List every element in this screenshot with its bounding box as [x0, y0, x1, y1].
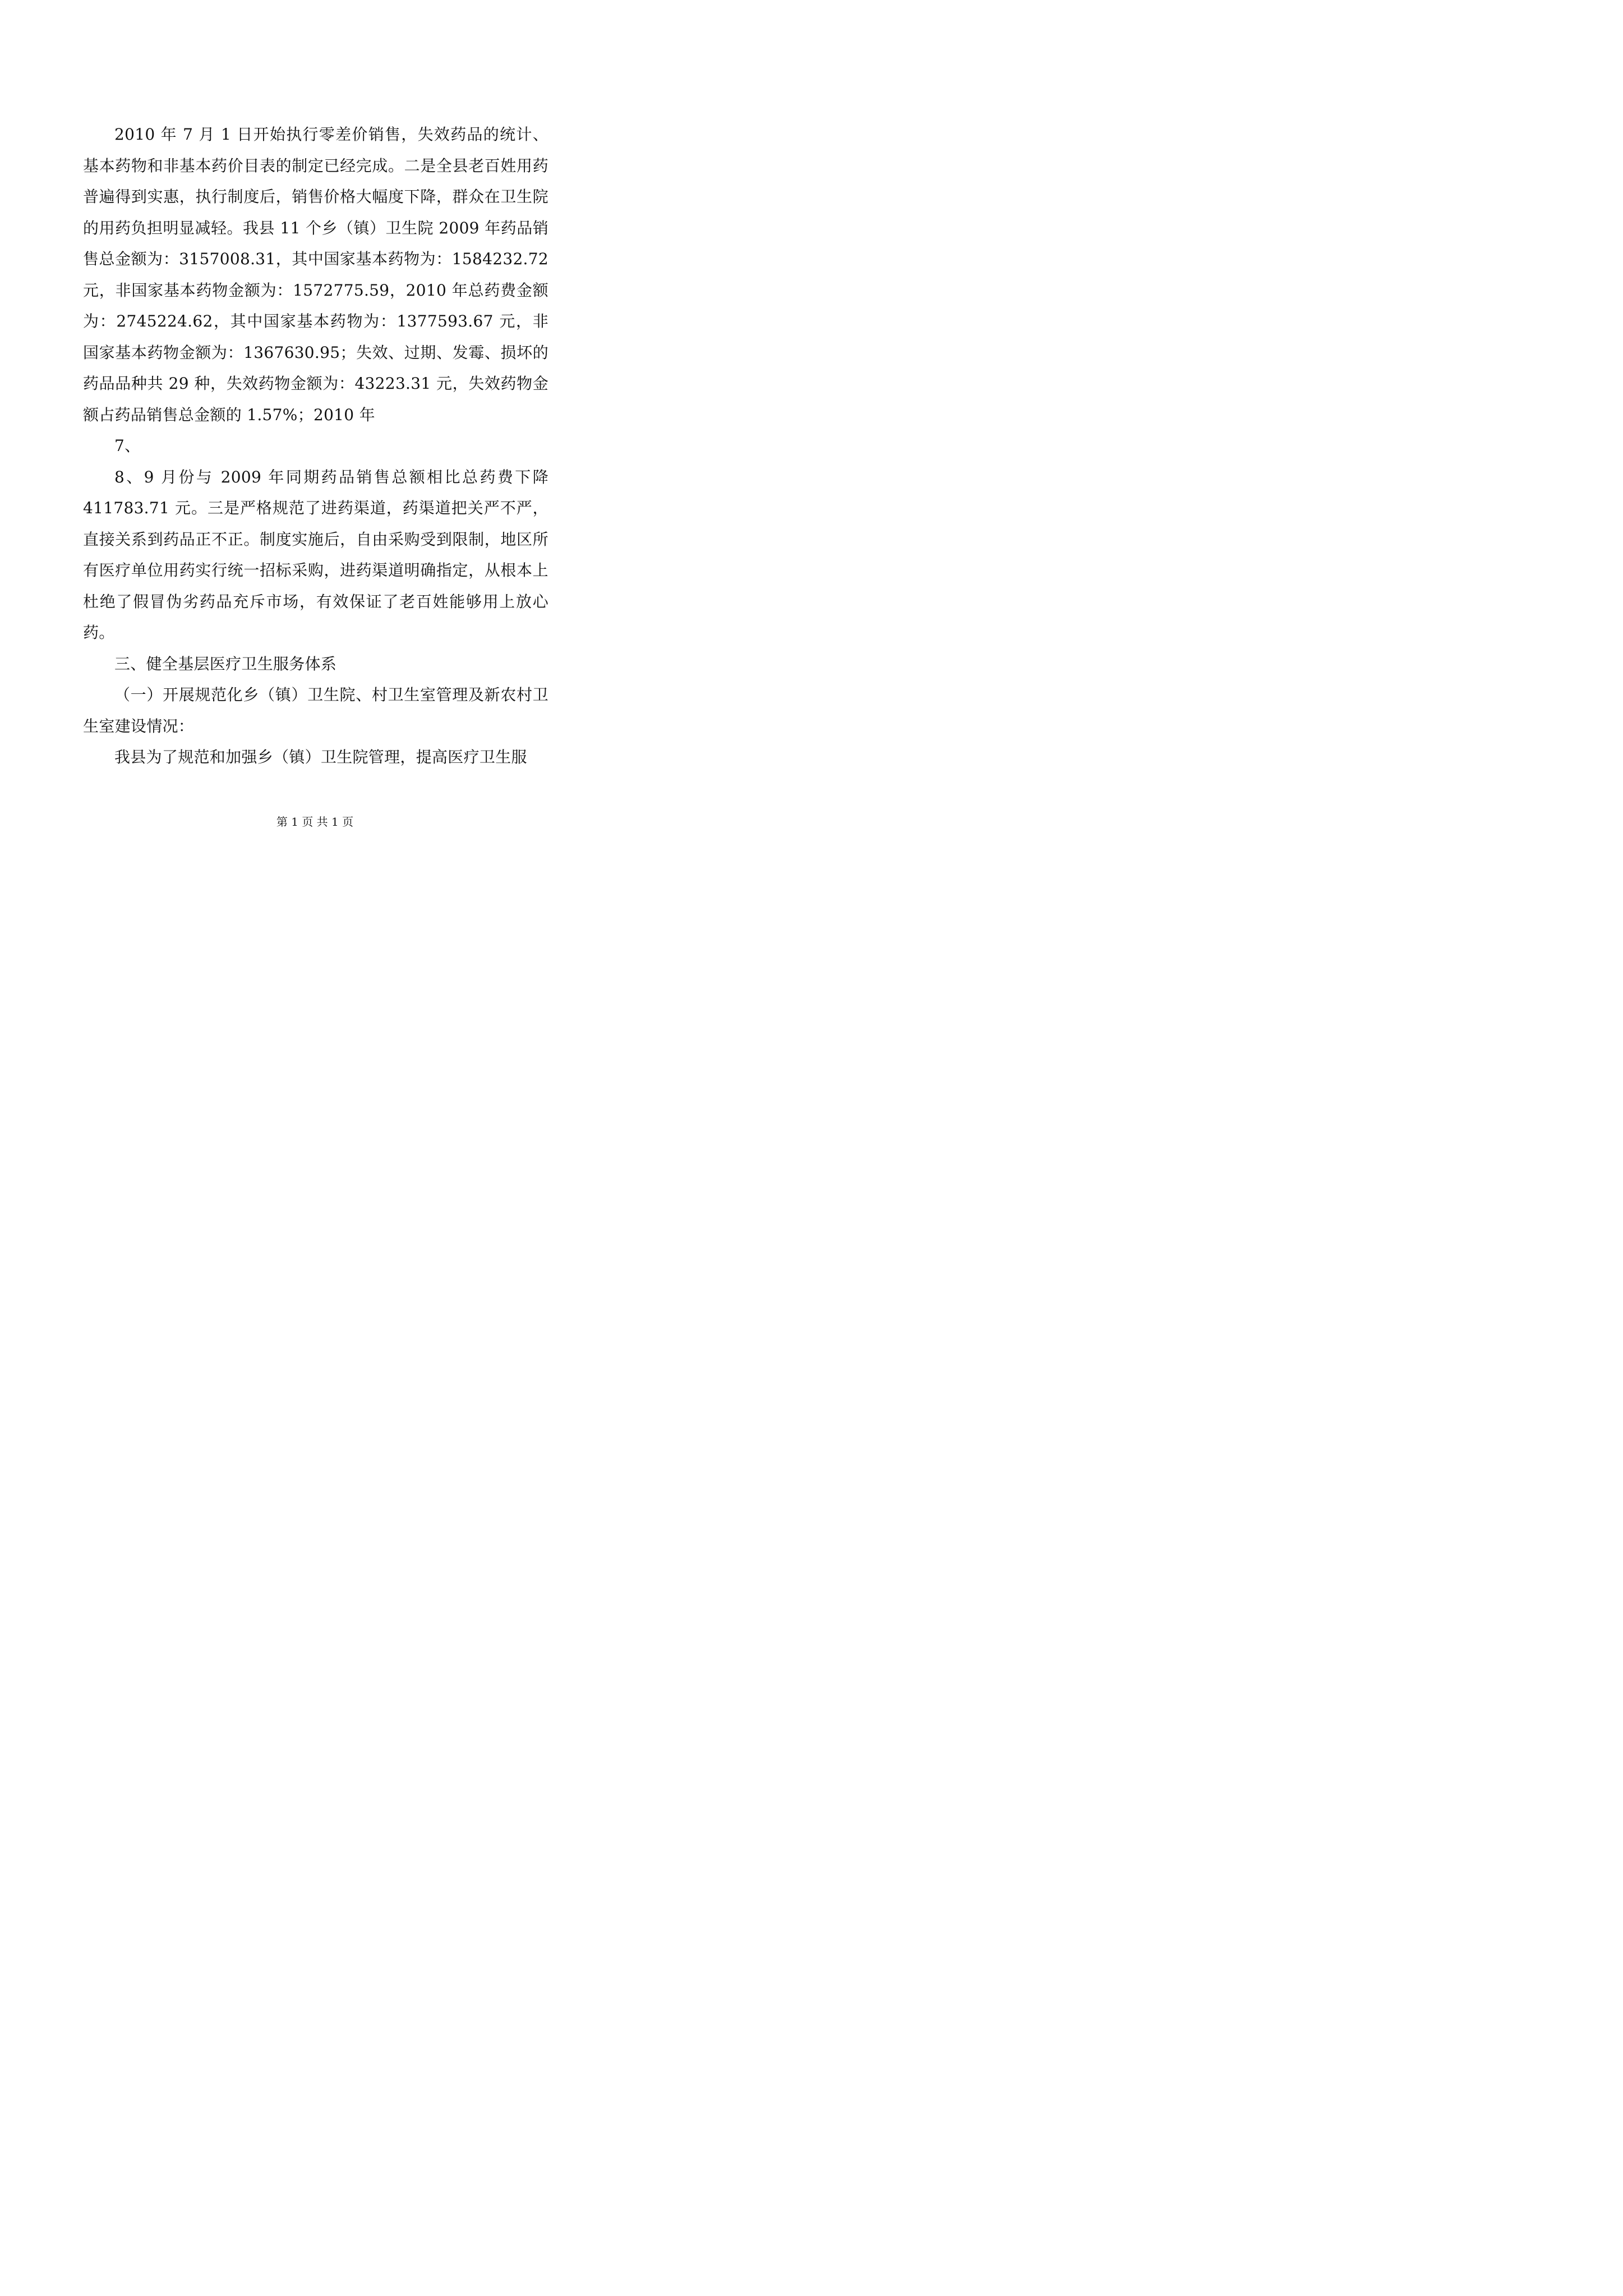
subsection-heading-1: （一）开展规范化乡（镇）卫生院、村卫生室管理及新农村卫生室建设情况：	[83, 685, 548, 735]
paragraph-township-hospital-management: 我县为了规范和加强乡（镇）卫生院管理，提高医疗卫生服	[114, 748, 527, 766]
document-page	[0, 0, 630, 891]
page-footer: 第 1 页 共 1 页	[276, 815, 354, 829]
paragraph-month-7: 7、	[114, 436, 141, 455]
section-heading-3: 三、健全基层医疗卫生服务体系	[114, 654, 337, 673]
document-body	[83, 119, 548, 773]
paragraph-procurement-channels: 8、9 月份与 2009 年同期药品销售总额相比总药费下降 411783.71 元。三是严格规范了进药渠道，药渠道把关严不严，直接关系到药品正不正。制度实施后，自由采购受到限制，地区所有医疗单位用药实行统一招标采购，进药渠道明确指定，从根本上杜绝了假冒伪劣药品充斥市场，有效保证了老百姓能够用上放心药。	[83, 467, 548, 642]
paragraph-drug-sales-statistics: 2010 年 7 月 1 日开始执行零差价销售，失效药品的统计、基本药物和非基本药价目表的制定已经完成。二是全县老百姓用药普遍得到实惠，执行制度后，销售价格大幅度下降，群众在卫生院的用药负担明显减轻。我县 11 个乡（镇）卫生院 2009 年药品销售总金额为：3157008.31，其中国家基本药物为：1584232.72 元，非国家基本药物金额为：1572775.59，2010 年总药费金额为：2745224.62，其中国家基本药物为：1377593.67 元，非国家基本药物金额为：1367630.95；失效、过期、发霉、损坏的药品品种共 29 种，失效药物金额为：43223.31 元，失效药物金额占药品销售总金额的 1.57%；2010 年	[83, 125, 548, 424]
